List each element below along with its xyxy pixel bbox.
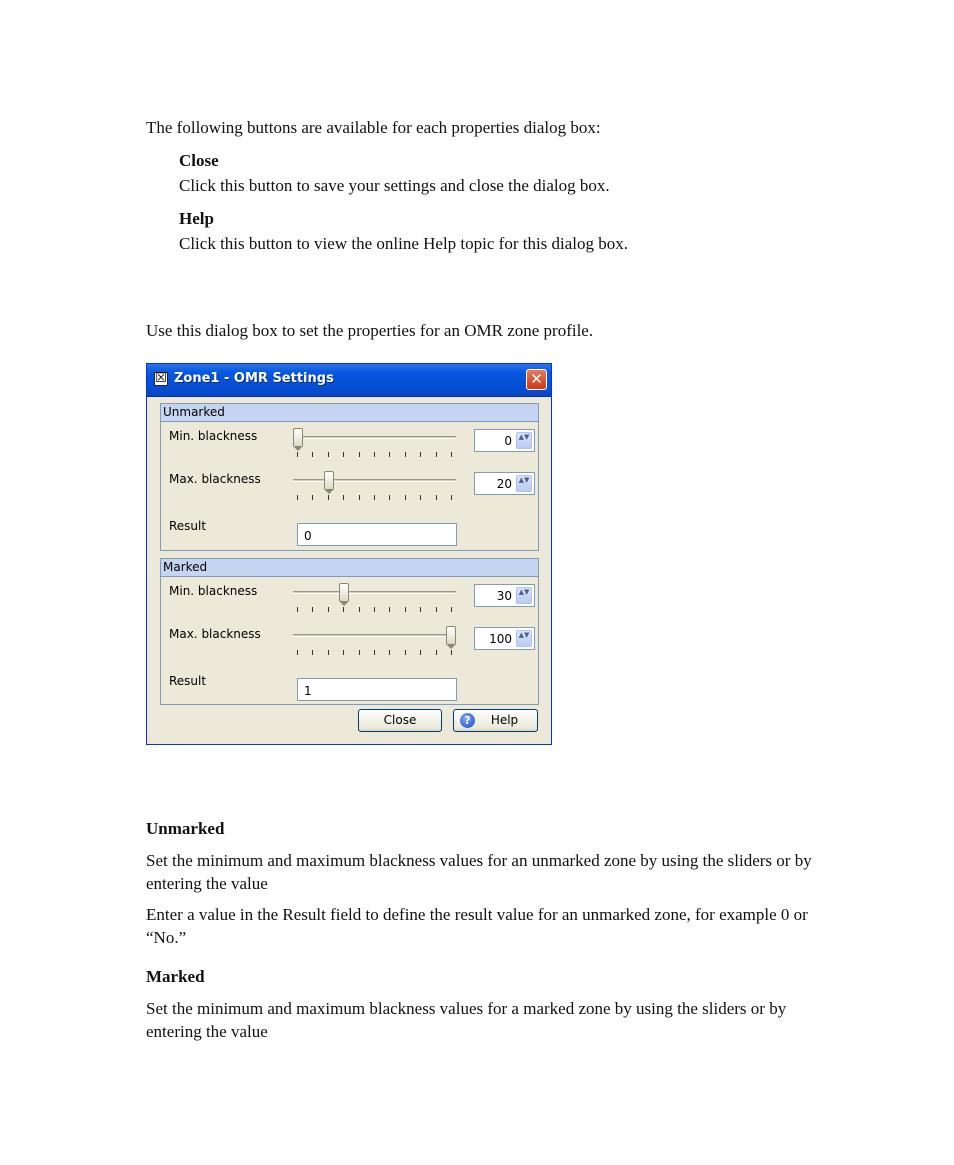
marked-min-spinner[interactable]: [474, 584, 535, 607]
help-term: Help: [179, 209, 214, 228]
spin-arrows-icon[interactable]: ▲▼: [516, 630, 532, 647]
slider-tick: [374, 495, 375, 500]
spin-arrows-icon[interactable]: ▲▼: [516, 587, 532, 604]
close-button[interactable]: Close: [358, 709, 442, 732]
unmarked-heading: Unmarked: [146, 819, 225, 838]
unmarked-p1: Set the minimum and maximum blackness values for an unmarked zone by using the sliders or by entering the value: [146, 851, 812, 893]
slider-ticks: [297, 495, 453, 501]
usage-text: Use this dialog box to set the properties for an OMR zone profile.: [146, 321, 594, 340]
slider-tick: [359, 650, 360, 655]
marked-result-input[interactable]: 1: [297, 678, 457, 701]
slider-tick: [374, 607, 375, 612]
omr-settings-dialog: [146, 363, 552, 745]
slider-tick: [420, 495, 421, 500]
slider-tick: [297, 650, 298, 655]
slider-tick: [405, 495, 406, 500]
intro-text: The following buttons are available for each properties dialog box:: [146, 118, 601, 137]
unmarked-p2: Enter a value in the Result field to define the result value for an unmarked zone, for example 0 or “No.”: [146, 905, 808, 947]
spin-arrows-icon[interactable]: ▲▼: [516, 475, 532, 492]
dialog-titlebar[interactable]: [147, 364, 551, 397]
close-icon[interactable]: ✕: [526, 369, 547, 390]
dialog-title: Zone1 - OMR Settings: [174, 371, 334, 386]
unmarked-group: [160, 403, 539, 551]
slider-tick: [436, 495, 437, 500]
slider-tick: [389, 495, 390, 500]
close-term: Close: [179, 151, 219, 170]
slider-tick: [451, 452, 452, 457]
slider-tick: [420, 650, 421, 655]
slider-tick: [312, 495, 313, 500]
slider-tick: [328, 452, 329, 457]
slider-thumb[interactable]: [324, 471, 334, 489]
slider-tick: [297, 452, 298, 457]
slider-tick: [343, 495, 344, 500]
marked-p1: Set the minimum and maximum blackness values for a marked zone by using the sliders or by entering the value: [146, 999, 787, 1041]
slider-tick: [405, 452, 406, 457]
slider-tick: [405, 607, 406, 612]
marked-min-slider[interactable]: [293, 583, 458, 611]
slider-tick: [359, 607, 360, 612]
unmarked-min-spinner[interactable]: [474, 429, 535, 452]
spinner-value[interactable]: 0: [504, 434, 512, 448]
marked-result-label: Result: [169, 674, 207, 688]
slider-ticks: [297, 452, 453, 458]
unmarked-max-slider[interactable]: [293, 471, 458, 499]
slider-tick: [343, 452, 344, 457]
marked-header: Marked: [161, 559, 538, 577]
marked-heading: Marked: [146, 967, 205, 986]
slider-tick: [420, 452, 421, 457]
slider-ticks: [297, 650, 453, 656]
slider-tick: [343, 607, 344, 612]
slider-tick: [328, 495, 329, 500]
spin-arrows-icon[interactable]: ▲▼: [516, 432, 532, 449]
slider-tick: [312, 452, 313, 457]
slider-tick: [297, 607, 298, 612]
spinner-value[interactable]: 20: [496, 477, 512, 491]
slider-tick: [389, 607, 390, 612]
slider-tick: [405, 650, 406, 655]
marked-group: [160, 558, 539, 705]
slider-thumb[interactable]: [293, 428, 303, 446]
slider-tick: [420, 607, 421, 612]
help-desc: Click this button to view the online Help topic for this dialog box.: [179, 234, 629, 253]
marked-min-label: Min. blackness: [169, 584, 258, 598]
help-icon: ?: [460, 713, 475, 728]
slider-tick: [436, 650, 437, 655]
spinner-value[interactable]: 30: [496, 589, 512, 603]
zone-checkbox-icon: ☒: [155, 371, 167, 386]
unmarked-max-spinner[interactable]: [474, 472, 535, 495]
slider-thumb[interactable]: [339, 583, 349, 601]
slider-tick: [451, 607, 452, 612]
slider-tick: [436, 607, 437, 612]
marked-max-slider[interactable]: [293, 626, 458, 654]
close-desc: Click this button to save your settings and close the dialog box.: [179, 176, 610, 195]
slider-tick: [451, 650, 452, 655]
slider-tick: [359, 452, 360, 457]
slider-tick: [436, 452, 437, 457]
unmarked-header: Unmarked: [161, 404, 538, 422]
slider-tick: [374, 452, 375, 457]
marked-max-spinner[interactable]: [474, 627, 535, 650]
slider-tick: [451, 495, 452, 500]
unmarked-result-label: Result: [169, 519, 207, 533]
slider-tick: [328, 650, 329, 655]
slider-tick: [343, 650, 344, 655]
slider-tick: [389, 650, 390, 655]
slider-tick: [297, 495, 298, 500]
unmarked-min-slider[interactable]: [293, 428, 458, 456]
unmarked-max-label: Max. blackness: [169, 472, 261, 486]
unmarked-min-label: Min. blackness: [169, 429, 258, 443]
spinner-value[interactable]: 100: [489, 632, 512, 646]
unmarked-result-input[interactable]: 0: [297, 523, 457, 546]
slider-tick: [312, 607, 313, 612]
slider-tick: [359, 495, 360, 500]
slider-ticks: [297, 607, 453, 613]
slider-tick: [328, 607, 329, 612]
help-button[interactable]: [453, 709, 538, 732]
slider-thumb[interactable]: [446, 626, 456, 644]
help-button-label: Help: [490, 713, 519, 727]
slider-tick: [374, 650, 375, 655]
marked-max-label: Max. blackness: [169, 627, 261, 641]
slider-tick: [312, 650, 313, 655]
slider-tick: [389, 452, 390, 457]
